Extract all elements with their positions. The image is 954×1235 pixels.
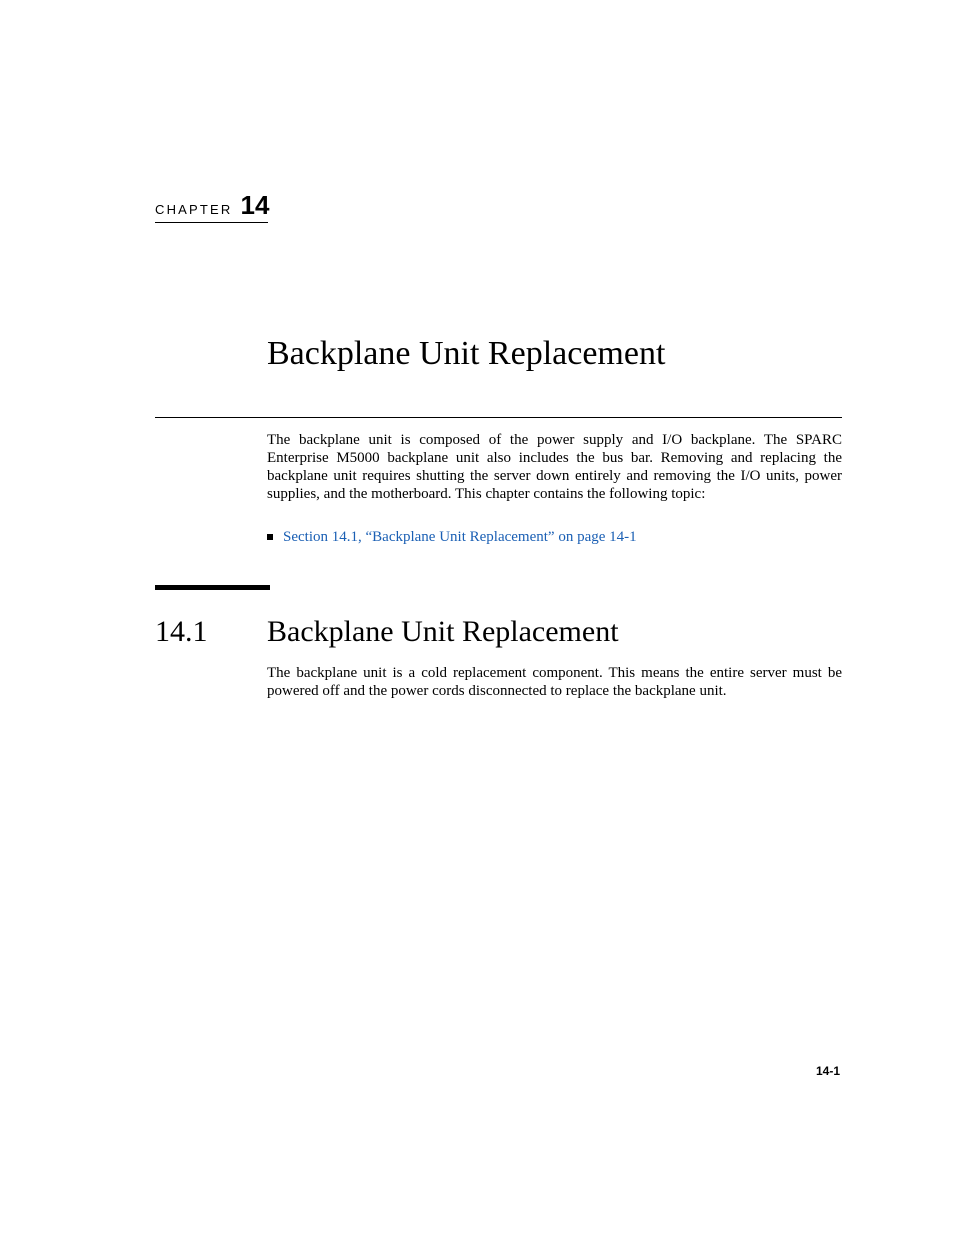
section-link[interactable]: Section 14.1, “Backplane Unit Replacement” on page 14-1 <box>283 529 637 545</box>
page-number: 14-1 <box>815 1064 840 1078</box>
list-item <box>267 528 637 546</box>
chapter-word: CHAPTER <box>155 202 233 217</box>
chapter-title: Backplane Unit Replacement <box>267 335 666 372</box>
intro-paragraph: The backplane unit is composed of the power supply and I/O backplane. The SPARC Enterprise M5000 backplane unit also includes the bus bar. Removing and replacing the backplane unit requires shutting the server down entirely and removing the I/O units, power supplies, and the motherboard. This chapter contains the following topic: <box>267 432 842 502</box>
section-heading <box>155 612 619 652</box>
topic-list <box>267 528 637 546</box>
chapter-number: 14 <box>240 190 270 220</box>
title-divider <box>155 417 842 418</box>
bullet-square-icon <box>267 534 273 540</box>
section-title: Backplane Unit Replacement <box>267 615 619 648</box>
section-number: 14.1 <box>155 615 208 648</box>
chapter-label <box>155 190 268 223</box>
section-paragraph: The backplane unit is a cold replacement component. This means the entire server must be powered off and the power cords disconnected to replace the backplane unit. <box>267 665 842 699</box>
section-divider-bar <box>155 585 270 590</box>
